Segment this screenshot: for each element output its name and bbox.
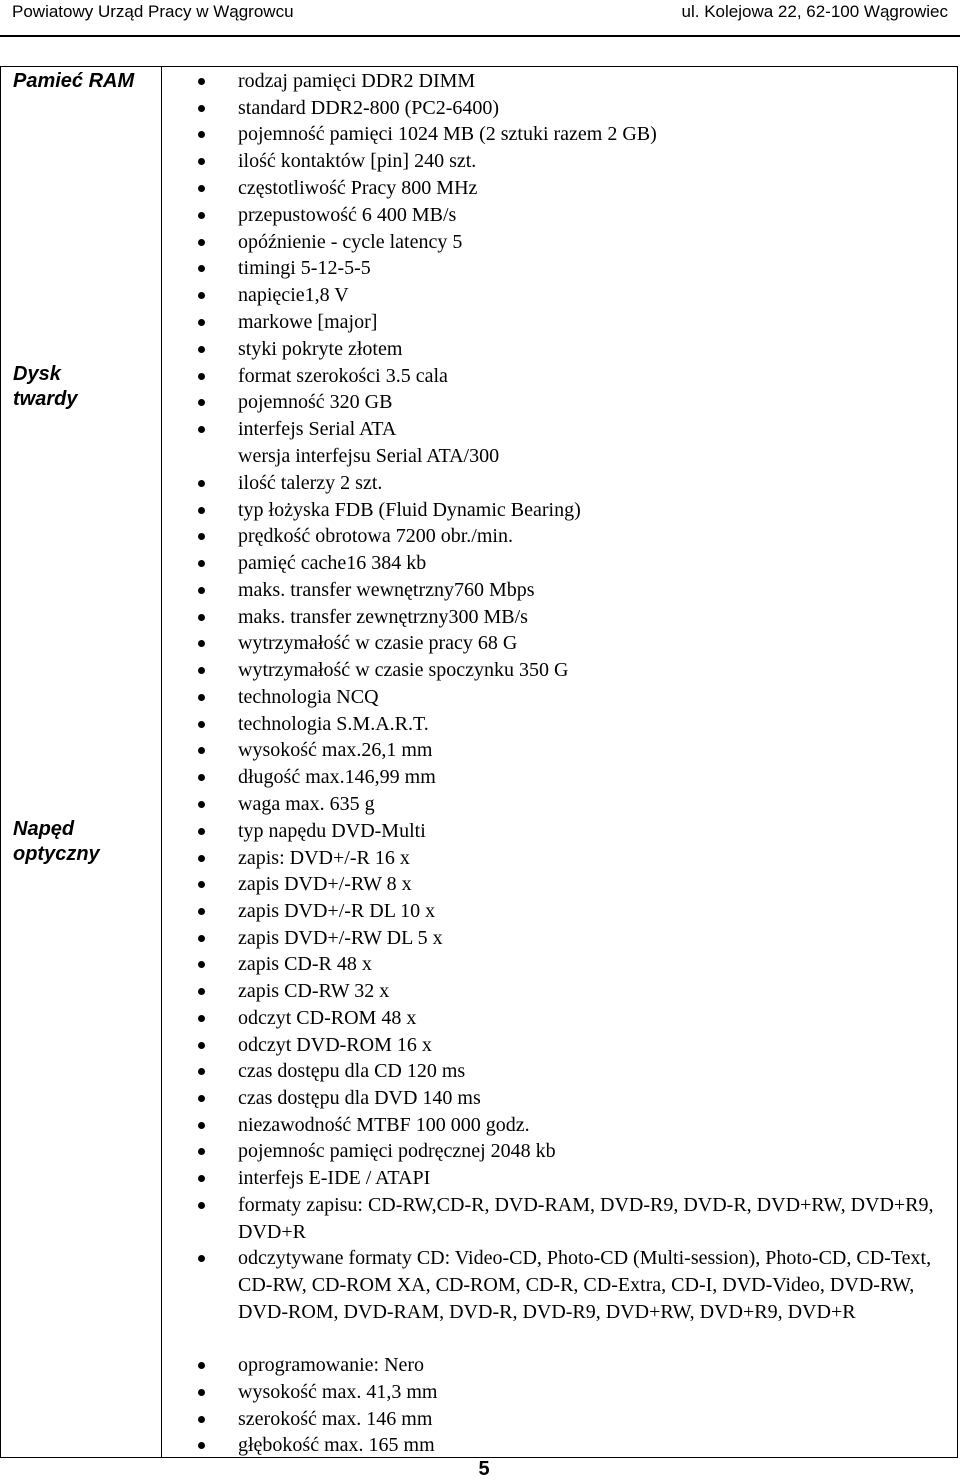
list-item: prędkość obrotowa 7200 obr./min.: [238, 523, 953, 550]
list-item: pojemność 320 GB: [238, 389, 953, 416]
list-item: szerokość max. 146 mm: [238, 1406, 953, 1433]
list-item: wytrzymałość w czasie pracy 68 G: [238, 630, 953, 657]
list-item: typ łożyska FDB (Fluid Dynamic Bearing): [238, 497, 953, 524]
list-item: odczytywane formaty CD: Video-CD, Photo-CD (Multi-session), Photo-CD, CD-Text, CD-RW, CD-ROM XA, CD-ROM, CD-R, CD-Extra, CD-I, DVD-Video, DVD-RW, DVD-ROM, DVD-RAM, DVD-R, DVD-R9, DVD+RW, DVD+R9, DVD+R: [238, 1245, 953, 1325]
header-rule: [0, 35, 960, 37]
list-item: rodzaj pamięci DDR2 DIMM: [238, 68, 953, 95]
header-address: ul. Kolejowa 22, 62-100 Wągrowiec: [681, 2, 948, 21]
list-item: wersja interfejsu Serial ATA/300: [238, 445, 500, 467]
list-item: wysokość max. 41,3 mm: [238, 1379, 953, 1406]
section-label-ram: Pamieć RAM: [13, 70, 135, 92]
list-item: format szerokości 3.5 cala: [238, 363, 953, 390]
list-item: formaty zapisu: CD-RW,CD-R, DVD-RAM, DVD-R9, DVD-R, DVD+RW, DVD+R9, DVD+R: [238, 1192, 953, 1246]
list-item: ilość talerzy 2 szt.: [238, 470, 953, 497]
list-item: technologia NCQ: [238, 684, 953, 711]
list-item: typ napędu DVD-Multi: [238, 818, 953, 845]
list-item: zapis: DVD+/-R 16 x: [238, 845, 953, 872]
list-item: maks. transfer wewnętrzny760 Mbps: [238, 577, 953, 604]
page-header: [0, 0, 960, 26]
list-item: czas dostępu dla CD 120 ms: [238, 1058, 953, 1085]
list-item: zapis DVD+/-RW DL 5 x: [238, 925, 953, 952]
list-item: głębokość max. 165 mm: [238, 1432, 953, 1459]
list-item: waga max. 635 g: [238, 791, 953, 818]
list-item: zapis CD-R 48 x: [238, 951, 953, 978]
list-item: oprogramowanie: Nero: [238, 1352, 953, 1379]
list-item: styki pokryte złotem: [238, 336, 953, 363]
list-item: pamięć cache16 384 kb: [238, 550, 953, 577]
list-item: przepustowość 6 400 MB/s: [238, 202, 953, 229]
page-number: 5: [478, 1458, 490, 1480]
list-item: niezawodność MTBF 100 000 godz.: [238, 1112, 953, 1139]
list-item: zapis DVD+/-R DL 10 x: [238, 898, 953, 925]
list-item: wysokość max.26,1 mm: [238, 737, 953, 764]
section-label-optical: Napęd optyczny: [13, 818, 100, 865]
list-item: ilość kontaktów [pin] 240 szt.: [238, 148, 953, 175]
list-item: interfejs Serial ATA: [238, 416, 953, 443]
list-item: opóźnienie - cycle latency 5: [238, 229, 953, 256]
list-item: standard DDR2-800 (PC2-6400): [238, 95, 953, 122]
section-label-disk: Dysk twardy: [13, 363, 78, 410]
list-item: technologia S.M.A.R.T.: [238, 711, 953, 738]
list-item: odczyt CD-ROM 48 x: [238, 1005, 953, 1032]
list-item: odczyt DVD-ROM 16 x: [238, 1032, 953, 1059]
spec-table: [0, 66, 958, 1458]
list-item: wytrzymałość w czasie spoczynku 350 G: [238, 657, 953, 684]
list-item: zapis DVD+/-RW 8 x: [238, 871, 953, 898]
list-item: zapis CD-RW 32 x: [238, 978, 953, 1005]
list-item: pojemność pamięci 1024 MB (2 sztuki razem 2 GB): [238, 121, 953, 148]
list-item: długość max.146,99 mm: [238, 764, 953, 791]
list-item: napięcie1,8 V: [238, 282, 953, 309]
list-item: częstotliwość Pracy 800 MHz: [238, 175, 953, 202]
list-item: timingi 5-12-5-5: [238, 255, 953, 282]
list-item: maks. transfer zewnętrzny300 MB/s: [238, 604, 953, 631]
list-item: pojemnośc pamięci podręcznej 2048 kb: [238, 1138, 953, 1165]
header-office-name: Powiatowy Urząd Pracy w Wągrowcu: [12, 2, 294, 21]
list-item: interfejs E-IDE / ATAPI: [238, 1165, 953, 1192]
list-item: markowe [major]: [238, 309, 953, 336]
spec-list: [1, 67, 957, 1457]
list-item: czas dostępu dla DVD 140 ms: [238, 1085, 953, 1112]
